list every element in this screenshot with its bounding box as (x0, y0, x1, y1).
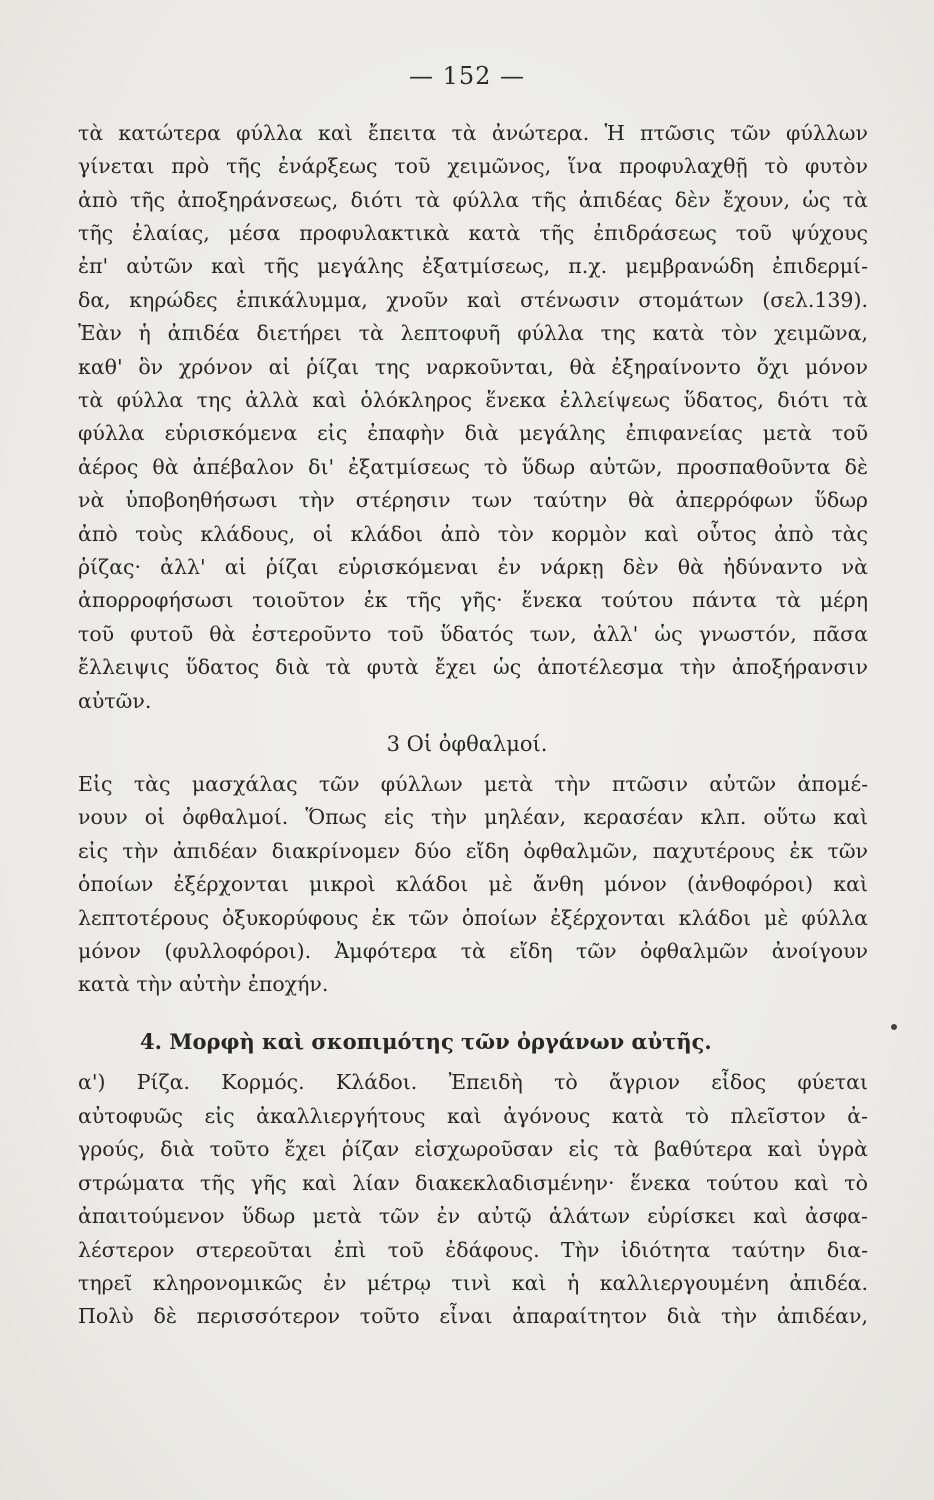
section-heading-buds: 3 Οἱ ὀφθαλμοί. (386, 732, 548, 756)
text-line: ἔλλειψις ὕδατος διὰ τὰ φυτὰ ἔχει ὡς ἀποτέλεσμα τὴν ἀποξήρανσιν (78, 655, 868, 679)
text-line: ἀπὸ τῆς ἀποξηράνσεως, διότι τὰ φύλλα τῆς ἀπιδέας δὲν ἔχουν, ὡς τὰ (78, 188, 868, 212)
text-line: καθ' ὃν χρόνον αἱ ῥίζαι της ναρκοῦνται, θὰ ἐξηραίνοντο ὄχι μόνον (78, 355, 868, 379)
text-line: λέστερον στερεοῦται ἐπὶ τοῦ ἐδάφους. Τὴν ἰδιότητα ταύτην δια- (78, 1238, 868, 1262)
text-line: κατὰ τὴν αὐτὴν ἐποχήν. (78, 972, 329, 996)
section-heading-form: 4. Μορφὴ καὶ σκοπιμότης τῶν ὀργάνων αὐτῆς. (140, 1029, 712, 1054)
text-line: γίνεται πρὸ τῆς ἐνάρξεως τοῦ χειμῶνος, ἵνα προφυλαχθῇ τὸ φυτὸν (78, 154, 868, 178)
text-line: ῥίζας· ἀλλ' αἱ ῥίζαι εὑρισκόμεναι ἐν νάρκῃ δὲν θὰ ἠδύναντο νὰ (78, 555, 868, 579)
text-line: ὁποίων ἐξέρχονται μικροὶ κλάδοι μὲ ἄνθη μόνον (ἀνθοφόροι) καὶ (78, 872, 868, 896)
text-line: ἀπὸ τοὺς κλάδους, οἱ κλάδοι ἀπὸ τὸν κορμὸν καὶ οὗτος ἀπὸ τὰς (78, 522, 868, 546)
margin-dot (891, 1024, 897, 1030)
text-line: ἐπ' αὐτῶν καὶ τῆς μεγάλης ἐξατμίσεως, π.χ. μεμβρανώδη ἐπιδερμί- (78, 254, 868, 278)
page-number: — 152 — (408, 62, 526, 90)
text-line: τοῦ φυτοῦ θὰ ἐστεροῦντο τοῦ ὕδατός των, ἀλλ' ὡς γνωστόν, πᾶσα (78, 622, 868, 646)
text-line: νουν οἱ ὀφθαλμοί. Ὅπως εἰς τὴν μηλέαν, κερασέαν κλπ. οὕτω καὶ (78, 805, 868, 829)
text-line: αὐτοφυῶς εἰς ἀκαλλιεργήτους καὶ ἀγόνους κατὰ τὸ πλεῖστον ἀ- (78, 1104, 868, 1128)
text-line: Πολὺ δὲ περισσότερον τοῦτο εἶναι ἀπαραίτητον διὰ τὴν ἀπιδέαν, (78, 1304, 868, 1328)
text-line: εἰς τὴν ἀπιδέαν διακρίνομεν δύο εἴδη ὀφθαλμῶν, παχυτέρους ἐκ τῶν (78, 839, 868, 863)
text-line: ἀέρος θὰ ἀπέβαλον δι' ἐξατμίσεως τὸ ὕδωρ αὐτῶν, προσπαθοῦντα δὲ (78, 455, 868, 479)
text-line: ἀπαιτούμενον ὕδωρ μετὰ τῶν ἐν αὐτῷ ἁλάτων εὑρίσκει καὶ ἀσφα- (78, 1204, 868, 1228)
text-line: Ἐὰν ἡ ἀπιδέα διετήρει τὰ λεπτοφυῆ φύλλα της κατὰ τὸν χειμῶνα, (78, 321, 868, 345)
text-line: μόνον (φυλλοφόροι). Ἀμφότερα τὰ εἴδη τῶν ὀφθαλμῶν ἀνοίγουν (78, 939, 868, 963)
text-line: φύλλα εὑρισκόμενα εἰς ἐπαφὴν διὰ μεγάλης ἐπιφανείας μετὰ τοῦ (78, 421, 868, 445)
text-line: λεπτοτέρους ὀξυκορύφους ἐκ τῶν ὁποίων ἐξέρχονται κλάδοι μὲ φύλλα (78, 906, 868, 930)
text-line: τῆς ἐλαίας, μέσα προφυλακτικὰ κατὰ τῆς ἐπιδράσεως τοῦ ψύχους (78, 221, 868, 245)
text-line: τηρεῖ κληρονομικῶς ἐν μέτρῳ τινὶ καὶ ἡ καλλιεργουμένη ἀπιδέα. (78, 1271, 868, 1295)
text-line: τὰ φύλλα της ἀλλὰ καὶ ὁλόκληρος ἕνεκα ἐλλείψεως ὕδατος, διότι τὰ (78, 388, 868, 412)
text-line: ἀπορροφήσωσι τοιοῦτον ἐκ τῆς γῆς· ἕνεκα τούτου πάντα τὰ μέρη (78, 588, 868, 612)
text-line: νὰ ὑποβοηθήσωσι τὴν στέρησιν των ταύτην θὰ ἀπερρόφων ὕδωρ (78, 488, 868, 512)
text-line: γρούς, διὰ τοῦτο ἔχει ῥίζαν εἰσχωροῦσαν εἰς τὰ βαθύτερα καὶ ὑγρὰ (78, 1137, 868, 1161)
text-line: στρώματα τῆς γῆς καὶ λίαν διακεκλαδισμένην· ἕνεκα τούτου καὶ τὸ (78, 1171, 868, 1195)
text-line: δα, κηρώδες ἐπικάλυμμα, χνοῦν καὶ στένωσιν στομάτων (σελ.139). (78, 288, 868, 312)
text-line: Εἰς τὰς μασχάλας τῶν φύλλων μετὰ τὴν πτῶσιν αὐτῶν ἀπομέ- (78, 772, 868, 796)
text-line: α') Ρίζα. Κορμός. Κλάδοι. Ἐπειδὴ τὸ ἄγριον εἶδος φύεται (78, 1070, 868, 1094)
text-line: αὐτῶν. (78, 689, 152, 713)
text-line: τὰ κατώτερα φύλλα καὶ ἔπειτα τὰ ἀνώτερα. Ἡ πτῶσις τῶν φύλλων (78, 121, 868, 145)
